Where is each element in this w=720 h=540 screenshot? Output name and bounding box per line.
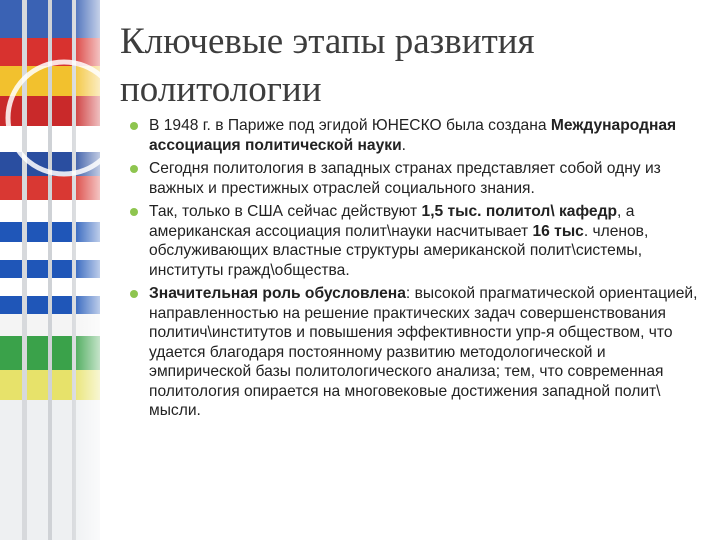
- flags-fade-overlay: [70, 0, 120, 540]
- bullet-text-part: , а американская ассоциация полит\науки насчитывает: [149, 203, 635, 240]
- bullet-bold-text: Международная ассоциация политической науки: [149, 117, 677, 154]
- bullet-bold-text: Значительная роль обусловлена: [149, 285, 406, 302]
- bullet-dot-icon: [130, 122, 138, 130]
- slide-title-line-2: политологии: [120, 69, 322, 110]
- bullet-text-part: .: [401, 136, 406, 154]
- bullet-text-part: : высокой прагматической ориентацией, направленностью на решение практических задач совершенствования политич\институтов и повышения эффективности упр-я обществом, что удается благодаря постоянному развитию методологической и эмпирической базы политологического анализа; тем, что современная политология опирается на многовековые достижения западной полит\ мысли.: [149, 285, 698, 419]
- bullet-item-2: [128, 159, 698, 198]
- bullet-text: [149, 284, 698, 421]
- bullet-item-4: [128, 284, 698, 421]
- bullet-text-part: . членов, обслуживающих властные структуры американской полит\системы, институты гражд\общества.: [149, 222, 649, 279]
- bullet-item-1: [128, 116, 698, 155]
- bullet-text: [149, 202, 698, 280]
- bullet-text-part: Так, только в США сейчас действуют: [149, 203, 422, 220]
- bullet-bold-text: 1,5 тыс. политол\ кафедр: [421, 203, 618, 220]
- bullet-text: [149, 116, 698, 155]
- bullet-text: [149, 159, 698, 198]
- slide-title-line-1: Ключевые этапы развития: [120, 21, 535, 62]
- bullet-list: [128, 116, 698, 425]
- bullet-dot-icon: [130, 165, 138, 173]
- bullet-text-part: В 1948 г. в Париже под эгидой ЮНЕСКО была создана: [149, 117, 551, 134]
- bullet-dot-icon: [130, 208, 138, 216]
- bullet-dot-icon: [130, 290, 138, 298]
- slide-title: [120, 18, 700, 114]
- bullet-text-part: Сегодня политология в западных странах представляет собой одну из важных и престижных отраслей социального знания.: [149, 160, 661, 197]
- bullet-item-3: [128, 202, 698, 280]
- bullet-bold-text: 16 тыс: [532, 222, 584, 240]
